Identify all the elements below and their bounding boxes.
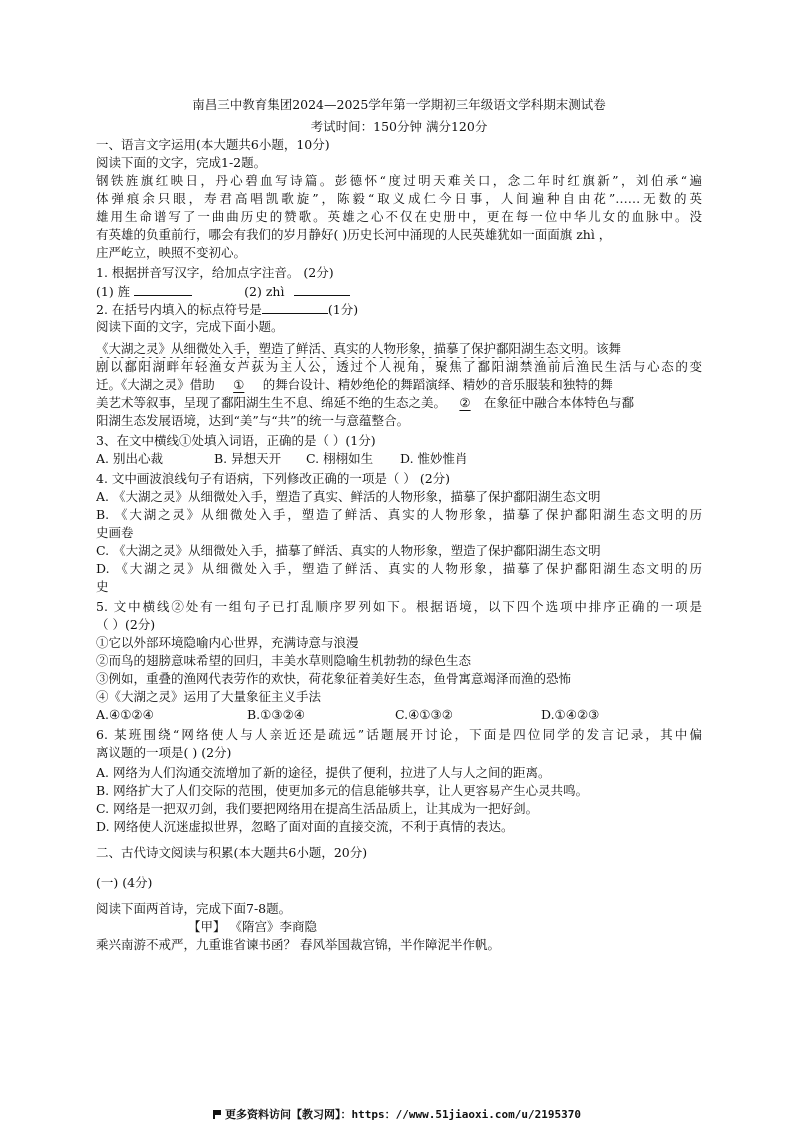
question-6: 离议题的一项是( ) (2分) (96, 745, 232, 760)
option: B. 异想天开 (214, 451, 282, 466)
question-1b-label: (2) zhì (244, 284, 285, 299)
question-6-option: C. 网络是一把双刃剑，我们要把网络用在提高生活品质上，让其成为一把好剑。 (96, 801, 539, 816)
option: D.①④②③ (541, 707, 600, 722)
question-3: 3、在文中横线①处填入词语，正确的是（ ）(1分) (96, 433, 376, 448)
option: A.④①②④ (96, 707, 154, 722)
passage2-text: 的舞台设计、精妙绝伦的舞蹈演绎、精妙的音乐服装和独特的舞 (262, 377, 613, 392)
passage2-text: 在象征中融合本体特色与鄱 (484, 395, 635, 410)
question-4-option: D. 《大湖之灵》从细微处入手，塑造了鲜活、真实的人物形象，描摹了保护鄱阳湖生态文明的历 (96, 561, 702, 576)
question-5-item: ③例如，重叠的渔网代表劳作的欢快，荷花象征着美好生态，鱼骨寓意竭泽而渔的恐怖 (96, 671, 572, 686)
question-6-option: D. 网络使人沉迷虚拟世界，忽略了面对面的直接交流，不利于真情的表达。 (96, 819, 514, 834)
question-2-score: (1分) (327, 302, 359, 317)
option: D. 惟妙惟肖 (400, 451, 468, 466)
passage1-line: 庄严屹立，映照不变初心。 (96, 245, 247, 260)
passage2-line: 剧以鄱阳湖畔年轻渔女芦荻为主人公，透过个人视角，聚焦了鄱阳湖禁渔前后渔民生活与心态的变 (96, 359, 702, 374)
question-4-option: 史 (96, 579, 109, 594)
question-3-options (96, 450, 702, 468)
exam-info: 考试时间：150分钟 满分120分 (310, 119, 488, 134)
passage2-first-line (96, 340, 702, 358)
question-1-subitems (96, 282, 702, 301)
option: B.①③②④ (247, 707, 305, 722)
answer-blank (134, 282, 192, 296)
question-4: 4. 文中画波浪线句子有语病，下列修改正确的一项是（ ） (2分) (96, 471, 451, 486)
section1-intro1: 阅读下面的文字，完成1-2题。 (96, 155, 267, 170)
passage2-text: 美艺术等叙事，呈现了鄱阳湖生生不息、绵延不绝的生态之美。 (96, 395, 447, 410)
option: C.④①③② (395, 707, 453, 722)
wavy-underlined-sentence: 《大湖之灵》从细微处入手，塑造了鲜活、真实的人物形象，描摹了保护鄱阳湖生态文明 (96, 341, 584, 356)
answer-blank (294, 282, 350, 296)
passage1-line: 体弹痕余只眼，寿君高唱凯歌旋”，陈毅“取义成仁今日事，人间遍种自由花”……无数的英 (96, 191, 702, 206)
question-2 (96, 300, 702, 319)
question-5-item: ①它以外部环境隐喻内心世界，充满诗意与浪漫 (96, 635, 359, 650)
section1-heading: 一、语言文字运用(本大题共6小题，10分) (96, 137, 330, 152)
question-4-option: 史画卷 (96, 525, 134, 540)
flag-icon (213, 1110, 222, 1119)
passage2-line (96, 376, 702, 394)
blank-1: ① (233, 377, 245, 392)
footer-link[interactable]: 更多资料访问【教习网】：https：//www.51jiaoxi.com/u/2195370 (224, 1108, 582, 1121)
question-2-text: 2. 在括号内填入的标点符号是 (96, 302, 262, 317)
question-5-item: ②而鸟的翅膀意味希望的回归，丰美水草则隐喻生机勃勃的绿色生态 (96, 653, 472, 668)
passage1-line: 有英雄的负重前行，哪会有我们的岁月静好( )历史长河中涌现的人民英雄犹如一面面旗 zhì ， (96, 227, 612, 242)
question-5: （ ）(2分) (96, 617, 156, 632)
question-5-options (96, 706, 702, 724)
question-1a-label: (1) 旌 (96, 284, 131, 299)
option: A. 别出心裁 (96, 451, 163, 466)
question-5: 5. 文中横线②处有一组句子已打乱顺序罗列如下。根据语境，以下四个选项中排序正确的一项是 (96, 599, 702, 614)
passage1-line: 雄用生命谱写了一曲曲历史的赞歌。英雄之心不仅在史册中，更在每一位中华儿女的血脉中。没 (96, 209, 702, 224)
answer-blank (262, 300, 328, 314)
passage2-text: 迁。《大湖之灵》借助 (96, 377, 215, 392)
question-6-option: B. 网络扩大了人们交际的范围，使更加多元的信息能够共享，让人更容易产生心灵共鸣。 (96, 783, 589, 798)
passage2-line (96, 394, 702, 412)
question-4-option: B. 《大湖之灵》从细微处入手，塑造了鲜活、真实的人物形象，描摹了保护鄱阳湖生态文明的历 (96, 507, 702, 522)
exam-title: 南昌三中教育集团2024—2025学年第一学期初三年级语文学科期末测试卷 (192, 97, 606, 112)
section2-sub: (一) (4分) (96, 875, 153, 890)
question-5-item: ④《大湖之灵》运用了大量象征主义手法 (96, 689, 322, 704)
section2-heading: 二、古代诗文阅读与积累(本大题共6小题，20分) (96, 845, 368, 860)
question-6: 6. 某班围绕“网络使人与人亲近还是疏远”话题展开讨论，下面是四位同学的发言记录，其中偏 (96, 727, 702, 742)
section2-intro: 阅读下面两首诗，完成下面7-8题。 (96, 901, 292, 916)
question-4-option: A. 《大湖之灵》从细微处入手，塑造了真实、鲜活的人物形象，描摹了保护鄱阳湖生态文明 (96, 489, 601, 504)
option: C. 栩栩如生 (306, 451, 374, 466)
question-4-option: C. 《大湖之灵》从细微处入手，描摹了鲜活、真实的人物形象，塑造了保护鄱阳湖生态文明 (96, 543, 601, 558)
question-1: 1. 根据拼音写汉字，给加点字注音。 (2分) (96, 265, 334, 280)
poem-title: 【甲】 《隋宫》李商隐 (188, 919, 317, 934)
question-6-option: A. 网络为人们沟通交流增加了新的途径，提供了便利，拉进了人与人之间的距离。 (96, 765, 551, 780)
passage2-line: 阳湖生态发展语境，达到“美”与“共”的统一与意蕴整合。 (96, 413, 410, 428)
passage1-line: 钢铁旌旗红映日，丹心碧血写诗篇。彭德怀“度过明天难关口，念二年时红旗新”，刘伯承“遍 (96, 173, 702, 188)
passage2-tail: 。该舞 (583, 341, 622, 356)
blank-2: ② (459, 395, 471, 410)
footer (0, 1106, 794, 1122)
section1-intro2: 阅读下面的文字，完成下面小题。 (96, 319, 284, 334)
poem-line: 乘兴南游不戒严，九重谁省谏书函？ 春风举国裁宫锦，半作障泥半作帆。 (96, 937, 500, 952)
